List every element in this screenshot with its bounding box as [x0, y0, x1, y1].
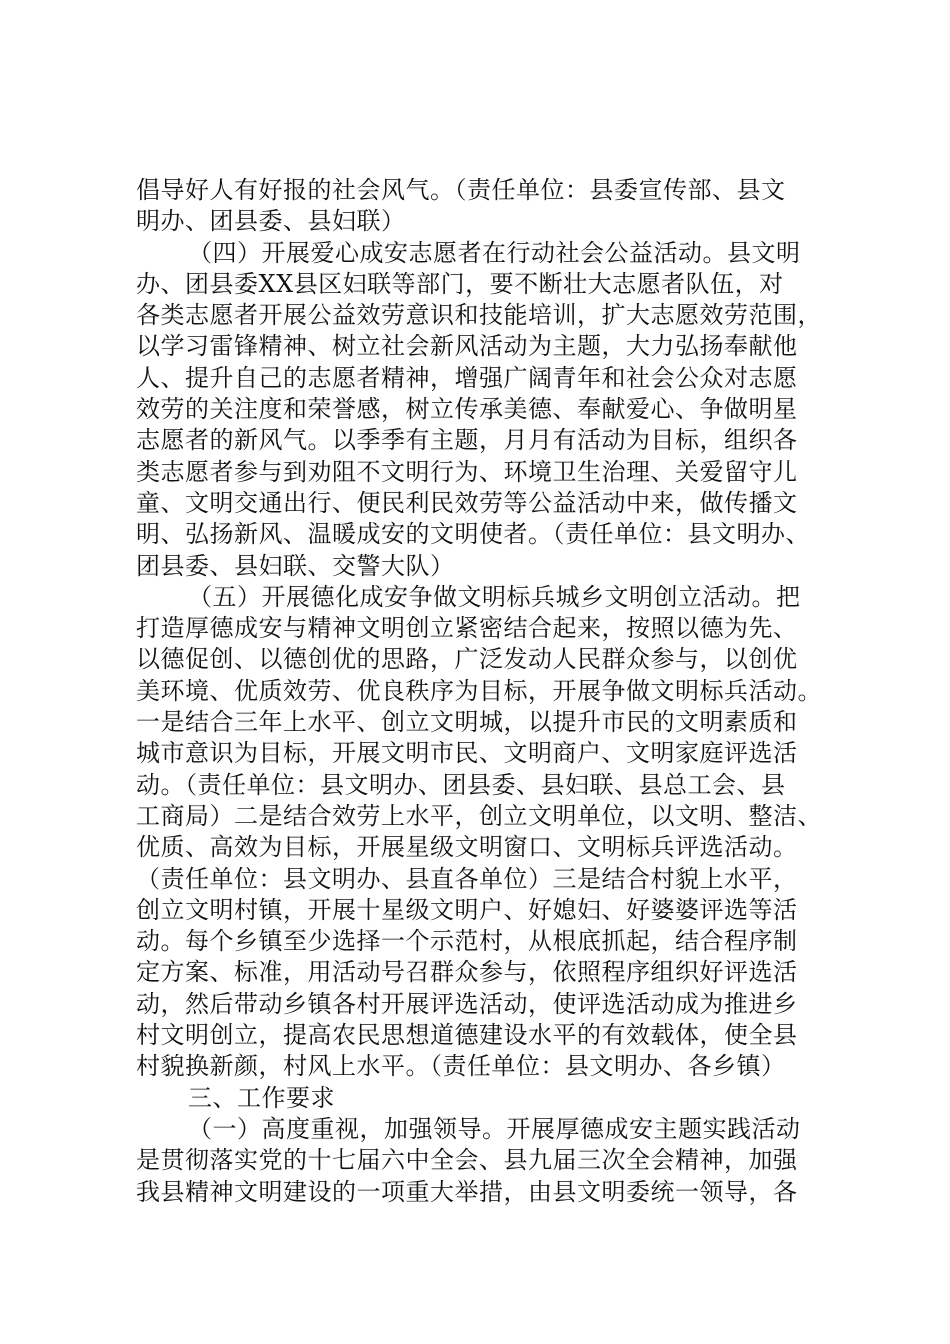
text-line: 人、提升自己的志愿者精神，增强广阔青年和社会公众对志愿	[136, 363, 798, 392]
text-line: 志愿者的新风气。以季季有主题，月月有活动为目标，组织各	[136, 426, 798, 455]
text-line: 效劳的关注度和荣誉感，树立传承美德、奉献爱心、争做明星	[136, 395, 798, 424]
text-line: 打造厚德成安与精神文明创立紧密结合起来，按照以德为先、	[136, 614, 798, 643]
text-line: 城市意识为目标，开展文明市民、文明商户、文明家庭评选活	[136, 739, 798, 768]
text-line: 创立文明村镇，开展十星级文明户、好媳妇、好婆婆评选等活	[136, 895, 798, 924]
text-line: 一是结合三年上水平、创立文明城，以提升市民的文明素质和	[136, 708, 798, 737]
text-line: 村貌换新颜，村风上水平。（责任单位：县文明办、各乡镇）	[136, 1052, 786, 1081]
text-line: 童、文明交通出行、便民利民效劳等公益活动中来，做传播文	[136, 488, 798, 517]
text-line: 是贯彻落实党的十七届六中全会、县九届三次全会精神，加强	[136, 1146, 798, 1175]
text-line: 明、弘扬新风、温暖成安的文明使者。（责任单位：县文明办、	[136, 520, 810, 549]
text-line: 美环境、优质效劳、优良秩序为目标，开展争做文明标兵活动。	[136, 676, 822, 705]
text-line: 各类志愿者开展公益效劳意识和技能培训，扩大志愿效劳范围，	[136, 301, 822, 330]
text-line: 办、团县委XX县区妇联等部门，要不断壮大志愿者队伍，对	[136, 269, 784, 298]
text-line: 倡导好人有好报的社会风气。（责任单位：县委宣传部、县文	[136, 176, 786, 204]
text-line: 优质、高效为目标，开展星级文明窗口、文明标兵评选活动。	[136, 833, 798, 862]
text-line: 定方案、标准，用活动号召群众参与，依照程序组织好评选活	[136, 958, 798, 987]
text-line: （责任单位：县文明办、县直各单位）三是结合村貌上水平，	[136, 864, 798, 893]
text-line: 以学习雷锋精神、树立社会新风活动为主题，大力弘扬奉献他	[136, 332, 798, 361]
text-line: 村文明创立，提高农民思想道德建设水平的有效载体，使全县	[136, 1021, 798, 1050]
body-text	[136, 175, 836, 1208]
text-line: 我县精神文明建设的一项重大举措，由县文明委统一领导，各	[136, 1177, 798, 1206]
section-heading: （一）高度重视，加强领导。开展厚德成安主题实践活动	[188, 1114, 801, 1143]
text-line: 以德促创、以德创优的思路，广泛发动人民群众参与，以创优	[136, 645, 798, 674]
text-line: 动。（责任单位：县文明办、团县委、县妇联、县总工会、县	[136, 770, 786, 799]
text-line: 工商局）二是结合效劳上水平，创立文明单位，以文明、整洁、	[136, 801, 822, 830]
section-heading: （五）开展德化成安争做文明标兵城乡文明创立活动。把	[188, 582, 801, 611]
section-heading: 三、工作要求	[188, 1083, 335, 1112]
text-line: 团县委、县妇联、交警大队）	[136, 551, 455, 580]
section-heading: （四）开展爱心成安志愿者在行动社会公益活动。县文明	[188, 238, 801, 267]
text-line: 明办、团县委、县妇联）	[136, 207, 406, 236]
text-line: 动。每个乡镇至少选择一个示范村，从根底抓起，结合程序制	[136, 927, 798, 956]
text-line: 类志愿者参与到劝阻不文明行为、环境卫生治理、关爱留守儿	[136, 457, 798, 486]
text-line: 动，然后带动乡镇各村开展评选活动，使评选活动成为推进乡	[136, 989, 798, 1018]
